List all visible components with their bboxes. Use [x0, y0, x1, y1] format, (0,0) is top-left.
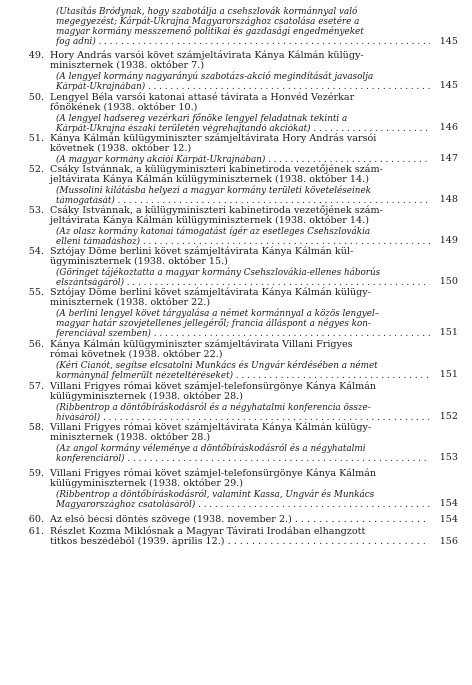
entry-note — [50, 403, 430, 423]
note-line: (A lengyel hadsereg vezérkari főnöke lengyel feladatnak tekinti a — [56, 113, 348, 124]
page-number: 145 — [439, 36, 458, 47]
title-line: Villani Frigyes római követ számjeltávirata Kánya Kálmán külügy- — [50, 422, 372, 433]
note-line: (Mussolini kilátásba helyezi a magyar kormány területi követeléseinek — [56, 185, 372, 196]
title-line: római követnek (1938. október 22.) — [50, 349, 223, 361]
title-line: Kánya Kálmán külügyminiszter számjeltávirata Hory András varsói — [50, 133, 377, 144]
note-line: megegyezést; Kárpát-Ukrajna Magyarországhoz csatolása esetére a — [56, 17, 360, 28]
title-line: miniszternek (1938. október 22.) — [50, 297, 211, 309]
entry-note — [50, 7, 430, 47]
entry-number: 59. — [28, 468, 44, 479]
note-line: (A berlini lengyel követ tárgyalása a német kormánnyal a közös lengyel– — [56, 308, 380, 319]
title-line: Kánya Kálmán külügyminiszter számjeltávirata Villani Frigyes — [50, 339, 353, 350]
note-line: (A magyar kormány akciói Kárpát-Ukrajnában) . . . — [56, 155, 430, 165]
entry-title — [50, 247, 430, 268]
note-line: (Az angol kormány véleménye a döntőbíráskodásról és a négyhatalmi — [56, 443, 366, 454]
page-number: 146 — [439, 122, 458, 133]
entry-title — [50, 93, 430, 114]
title-line: Csáky Istvánnak, a külügyminiszteri kabinetiroda vezetőjének szám- — [50, 205, 383, 216]
note-line: kormánynál felmerült nézeteltéréseket) . . . — [56, 371, 430, 381]
toc-entry — [22, 51, 458, 92]
toc-entry — [22, 288, 458, 339]
page-number: 153 — [439, 452, 458, 463]
page-number: 151 — [439, 327, 458, 338]
note-line: Magyarországhoz csatolásáról) . . . — [56, 500, 430, 510]
title-line: miniszternek (1938. október 28.) — [50, 432, 211, 444]
note-line: (Göringet tájékoztatta a magyar kormány Csehszlovákia-ellenes háborús — [56, 267, 381, 278]
entry-number: 51. — [28, 133, 44, 144]
entry-number: 57. — [28, 381, 44, 392]
entry-number: 52. — [28, 164, 44, 175]
title-line: követnek (1938. október 12.) — [50, 143, 192, 155]
note-line: Kárpát-Ukrajnában) . . . — [56, 82, 430, 92]
entry-note — [50, 72, 430, 92]
note-line: ferenciával szemben) . . . — [56, 329, 430, 339]
entry-number: 50. — [28, 92, 44, 103]
entry-number: 56. — [28, 339, 44, 350]
toc-entry — [22, 382, 458, 423]
title-line: Sztójay Döme berlini követ számjeltávirata Kánya Kálmán külügy- — [50, 287, 371, 298]
entry-note — [50, 114, 430, 134]
page-number: 145 — [439, 80, 458, 91]
note-line: támogatását) . . . — [56, 196, 430, 206]
page-number: 149 — [439, 235, 458, 246]
entry-title — [50, 527, 430, 548]
title-line: főnökének (1938. október 10.) — [50, 102, 198, 114]
title-line: Villani Frigyes római követ számjel-telefonsürgönye Kánya Kálmán — [50, 468, 377, 479]
note-line: (Ribbentrop a döntőbíráskodásról és a négyhatalmi konferencia össze- — [56, 402, 371, 413]
title-line: jeltávirata Kánya Kálmán külügyminiszternek (1938. október 14.) — [50, 215, 369, 227]
toc-entry — [22, 93, 458, 134]
entry-note — [50, 268, 430, 288]
note-line: (Ribbentrop a döntőbíráskodásról, valamint Kassa, Ungvár és Munkács — [56, 489, 375, 500]
note-line: (A lengyel kormány nagyarányú szabotázs-akció megindítását javasolja — [56, 71, 374, 82]
title-line: külügyminiszternek (1938. október 29.) — [50, 478, 243, 490]
entry-note — [50, 490, 430, 510]
note-line: elszántságáról) . . . — [56, 278, 430, 288]
note-line: fog adni) . . . — [56, 37, 430, 47]
page-number: 154 — [439, 514, 458, 525]
entry-note — [50, 444, 430, 464]
toc-entry — [22, 527, 458, 548]
page-number: 147 — [439, 153, 458, 164]
title-line: Csáky Istvánnak, a külügyminiszteri kabinetiroda vezetőjének szám- — [50, 164, 383, 175]
entry-title — [50, 165, 430, 186]
toc-entry — [22, 423, 458, 464]
page-number: 150 — [439, 276, 458, 287]
page-number: 148 — [439, 194, 458, 205]
note-line: Kárpát-Ukrajna északi területén végrehajtandó akciókat) . . . — [56, 124, 430, 134]
note-line: (Az olasz kormány katonai támogatást ígér az esetleges Csehszlovákia — [56, 226, 371, 237]
page-number: 151 — [439, 369, 458, 380]
entry-number: 58. — [28, 422, 44, 433]
title-line: Lengyel Béla varsói katonai attasé távirata a Honvéd Vezérkar — [50, 92, 355, 103]
title-line: Hory András varsói követ számjeltávirata Kánya Kálmán külügy- — [50, 50, 364, 61]
entry-title — [50, 288, 430, 309]
entry-note — [50, 361, 430, 381]
note-line: (Kéri Cianót, segítse elcsatolni Munkács és Ungvár kérdésében a német — [56, 360, 378, 371]
toc-entry — [22, 165, 458, 206]
entry-number: 60. — [28, 514, 44, 525]
entry-title: Az első bécsi döntés szövege (1938. november 2.) . . . — [50, 515, 430, 525]
toc-entry — [22, 515, 458, 525]
toc-entry — [22, 469, 458, 510]
title-line: ügyminiszternek (1938. október 15.) — [50, 256, 228, 268]
title-line: titkos beszédéből (1939. április 12.) . . . — [50, 537, 430, 547]
title-line: miniszternek (1938. október 7.) — [50, 60, 205, 72]
entry-note — [50, 309, 430, 339]
entry-number: 54. — [28, 246, 44, 257]
entry-title — [50, 423, 430, 444]
note-line: magyar kormány messzemenő politikai és gazdasági engedményeket — [56, 27, 364, 38]
entry-title — [50, 382, 430, 403]
entry-title — [50, 134, 430, 155]
entry-number: 61. — [28, 526, 44, 537]
entry-number: 53. — [28, 205, 44, 216]
note-line: magyar határ szovjetellenes jellegéről; francia álláspont a négyes kon- — [56, 318, 371, 329]
entry-number: 55. — [28, 287, 44, 298]
entry-note — [50, 186, 430, 206]
entry-title — [50, 340, 430, 361]
title-line: jeltávirata Kánya Kálmán külügyminiszternek (1938. október 14.) — [50, 174, 369, 186]
title-line: Sztójay Döme berlini követ számjeltávirata Kánya Kálmán kül- — [50, 246, 354, 257]
note-line: elleni támadáshoz) . . . — [56, 237, 430, 247]
toc-entry — [22, 340, 458, 381]
note-line: konferenciáról) . . . — [56, 454, 430, 464]
entry-title — [50, 51, 430, 72]
entry-title — [50, 206, 430, 227]
note-line: hívásáról) . . . — [56, 413, 430, 423]
entry-number: 49. — [28, 50, 44, 61]
title-line: külügyminiszternek (1938. október 28.) — [50, 391, 243, 403]
entry-note — [50, 227, 430, 247]
toc-entry-continuation — [22, 7, 458, 47]
title-line: Részlet Kozma Miklósnak a Magyar Távirati Irodában elhangzott — [50, 526, 366, 537]
page-number: 152 — [439, 411, 458, 422]
entry-title — [50, 469, 430, 490]
page-number: 156 — [439, 536, 458, 547]
toc-entry — [22, 134, 458, 165]
page-number: 154 — [439, 498, 458, 509]
toc-entry — [22, 206, 458, 247]
note-line: (Utasítás Bródynak, hogy szabotálja a csehszlovák kormánnyal való — [56, 7, 358, 17]
title-line: Villani Frigyes római követ számjel-telefonsürgönye Kánya Kálmán — [50, 381, 377, 392]
toc-entry — [22, 247, 458, 288]
